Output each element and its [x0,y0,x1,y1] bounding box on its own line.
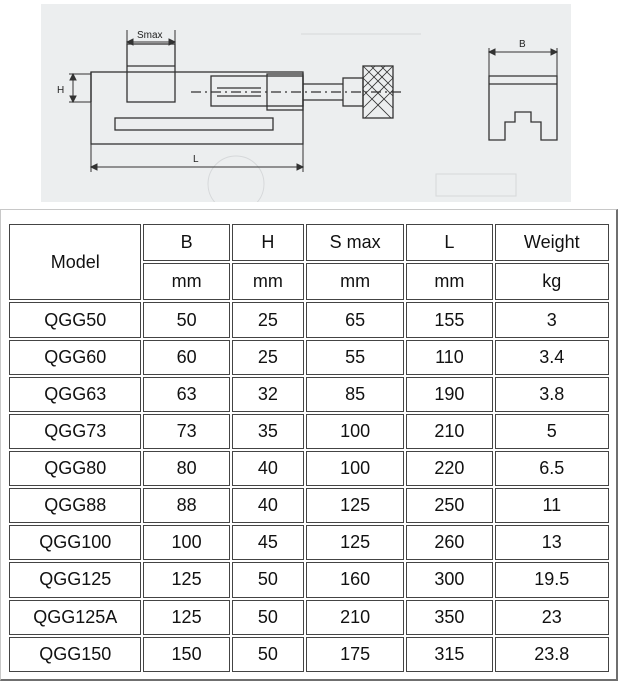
specification-table-frame [0,209,618,681]
cell-model: QGG100 [9,525,141,560]
unit-h: mm [232,263,304,300]
unit-b: mm [143,263,229,300]
cell-b: 63 [143,377,229,412]
cell-b: 73 [143,414,229,449]
cell-weight: 23.8 [495,637,609,672]
cell-h: 50 [232,600,304,635]
cell-model: QGG88 [9,488,141,523]
cell-model: QGG80 [9,451,141,486]
header-h: H [232,224,304,261]
header-model: Model [9,224,141,300]
cell-h: 40 [232,488,304,523]
cell-weight: 11 [495,488,609,523]
cell-weight: 19.5 [495,562,609,597]
cell-h: 25 [232,340,304,375]
cell-l: 155 [406,302,492,337]
b-label: B [519,39,526,50]
vise-drawing-svg [41,4,571,202]
cell-l: 110 [406,340,492,375]
cell-b: 100 [143,525,229,560]
cell-weight: 3 [495,302,609,337]
cell-weight: 13 [495,525,609,560]
cell-smax: 125 [306,488,404,523]
cell-b: 60 [143,340,229,375]
unit-weight: kg [495,263,609,300]
cell-smax: 55 [306,340,404,375]
b-dimension [489,48,557,76]
cell-smax: 175 [306,637,404,672]
specification-table [7,222,611,674]
cell-weight: 23 [495,600,609,635]
l-label: L [193,154,199,165]
cell-l: 220 [406,451,492,486]
cell-h: 32 [232,377,304,412]
table-row [9,377,609,412]
table-row [9,488,609,523]
cell-b: 125 [143,600,229,635]
cell-b: 150 [143,637,229,672]
cell-l: 350 [406,600,492,635]
cell-l: 250 [406,488,492,523]
table-row [9,525,609,560]
smax-label: Smax [137,30,163,41]
cell-smax: 100 [306,414,404,449]
cell-model: QGG125 [9,562,141,597]
cell-smax: 160 [306,562,404,597]
cell-smax: 100 [306,451,404,486]
table-row [9,302,609,337]
cell-h: 45 [232,525,304,560]
cell-h: 25 [232,302,304,337]
cell-l: 190 [406,377,492,412]
table-row [9,562,609,597]
cell-h: 40 [232,451,304,486]
cell-h: 50 [232,637,304,672]
cell-smax: 125 [306,525,404,560]
header-weight: Weight [495,224,609,261]
cell-h: 50 [232,562,304,597]
cell-model: QGG50 [9,302,141,337]
cell-b: 80 [143,451,229,486]
cell-b: 50 [143,302,229,337]
unit-l: mm [406,263,492,300]
header-b: B [143,224,229,261]
table-row [9,637,609,672]
cell-smax: 85 [306,377,404,412]
cell-model: QGG73 [9,414,141,449]
cell-l: 315 [406,637,492,672]
cell-model: QGG125A [9,600,141,635]
header-l: L [406,224,492,261]
cell-l: 210 [406,414,492,449]
cell-b: 88 [143,488,229,523]
vise-end-view [489,76,557,140]
cell-l: 260 [406,525,492,560]
cell-b: 125 [143,562,229,597]
cell-l: 300 [406,562,492,597]
vise-technical-drawing [41,4,571,202]
table-row [9,414,609,449]
cell-weight: 3.4 [495,340,609,375]
cell-model: QGG60 [9,340,141,375]
header-smax: S max [306,224,404,261]
h-dimension [69,74,91,102]
table-row [9,340,609,375]
cell-smax: 210 [306,600,404,635]
cell-weight: 6.5 [495,451,609,486]
table-row [9,451,609,486]
cell-h: 35 [232,414,304,449]
header-row [9,224,609,261]
vise-side-view [91,44,403,144]
h-label: H [57,85,65,96]
cell-model: QGG63 [9,377,141,412]
table-row [9,600,609,635]
cell-smax: 65 [306,302,404,337]
unit-smax: mm [306,263,404,300]
cell-weight: 3.8 [495,377,609,412]
cell-weight: 5 [495,414,609,449]
cell-model: QGG150 [9,637,141,672]
